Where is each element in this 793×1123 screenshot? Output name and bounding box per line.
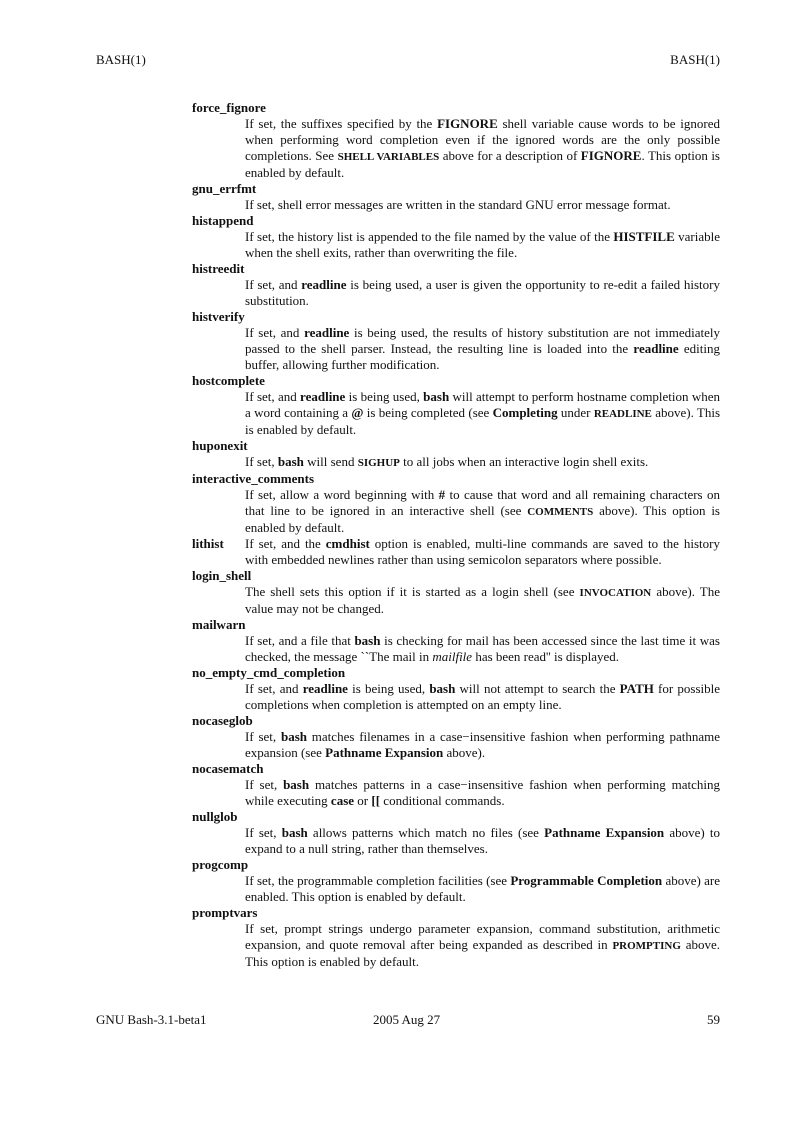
description-text: If set, prompt strings undergo parameter expansion, command substitution, arithmetic expansion, and quote removal after being expanded as described in (245, 921, 720, 952)
description-text: is being completed (see (363, 405, 493, 420)
option-description (245, 921, 720, 970)
option-name: hostcomplete (192, 373, 265, 388)
option-name: histverify (192, 309, 245, 324)
description-text: READLINE (593, 408, 652, 420)
option-list (192, 100, 720, 970)
header-left: BASH(1) (96, 52, 146, 67)
option-name: no_empty_cmd_completion (192, 665, 346, 680)
option-entry (192, 905, 720, 970)
description-text: FIGNORE (437, 116, 498, 131)
description-text: If set, the suffixes specified by the (245, 116, 438, 131)
description-text: bash (354, 633, 381, 648)
option-entry (192, 857, 720, 905)
description-text: FIGNORE (580, 148, 642, 163)
description-text: If set, allow a word beginning with (245, 487, 439, 502)
option-description (245, 729, 720, 761)
description-text: bash (429, 681, 456, 696)
description-text: case (330, 793, 355, 808)
option-name: nocaseglob (192, 713, 253, 728)
option-name: mailwarn (192, 617, 246, 632)
description-text: Pathname Expansion (325, 745, 444, 760)
description-text: If set, (245, 777, 284, 792)
option-description (245, 681, 720, 713)
description-text: will send (303, 454, 358, 469)
option-name: progcomp (192, 857, 249, 872)
option-entry (192, 665, 720, 713)
option-name: lithist (192, 536, 224, 551)
page-number: 59 (707, 1012, 720, 1027)
option-description (245, 633, 720, 665)
option-entry (192, 261, 720, 309)
option-entry (192, 568, 720, 617)
header-right: BASH(1) (670, 52, 720, 67)
description-text: readline (302, 681, 348, 696)
option-description (245, 454, 720, 471)
option-entry (192, 181, 720, 213)
option-description (245, 825, 720, 857)
footer-date: 2005 Aug 27 (373, 1012, 441, 1027)
option-description (245, 277, 720, 309)
option-entry (192, 213, 720, 261)
description-text: If set, and (245, 325, 305, 340)
description-text: above for a description of (439, 148, 581, 163)
option-entry (192, 617, 720, 665)
description-text: INVOCATION (579, 587, 652, 599)
option-name: histreedit (192, 261, 245, 276)
description-text: editing buffer, allowing further modification. (245, 341, 720, 372)
description-text: has been read'' is displayed. (472, 649, 619, 664)
description-text: above). The value may not be changed. (245, 584, 720, 616)
description-text: readline (304, 325, 350, 340)
description-text: If set, the programmable completion facilities (see (245, 873, 511, 888)
option-entry (192, 809, 720, 857)
description-text: If set, and (245, 277, 302, 292)
description-text: will attempt to perform hostname completion when a word containing a (245, 389, 720, 420)
description-text: above) are enabled. This option is enabled by default. (245, 873, 720, 904)
description-text: Completing (492, 405, 558, 420)
description-text: variable when the shell exits, rather than overwriting the file. (245, 229, 720, 260)
option-description (245, 116, 720, 181)
description-text: bash (280, 729, 307, 744)
option-name: nocasematch (192, 761, 264, 776)
description-text: is being used, the results of history substitution are not immediately passed to the shell parser. Instead, the resulting line is loaded into the (245, 325, 720, 356)
description-text: is being used, (345, 389, 424, 404)
description-text: PATH (619, 681, 654, 696)
description-text: conditional commands. (380, 793, 505, 808)
description-text: readline (633, 341, 679, 356)
description-text: will not attempt to search the (455, 681, 620, 696)
option-name: huponexit (192, 438, 248, 453)
option-entry (192, 761, 720, 809)
description-text: or (354, 793, 372, 808)
description-text: readline (301, 277, 347, 292)
description-text: If set, shell error messages are written in the standard GNU error message format. (245, 197, 671, 212)
description-text: shell variable cause words to be ignored when performing word completion even if the ignored words are the only possible completions. See (245, 116, 720, 163)
option-description (245, 229, 720, 261)
description-text: If set, and (245, 389, 301, 404)
option-description (245, 325, 720, 373)
description-text: If set, and a file that (245, 633, 355, 648)
page-header (96, 52, 720, 68)
description-text: above) to expand to a null string, rather than themselves. (245, 825, 721, 856)
description-text: mailfile (432, 649, 473, 664)
option-entry (192, 536, 720, 568)
option-description (245, 777, 720, 809)
option-description (245, 487, 720, 536)
option-description (245, 873, 720, 905)
description-text: bash (283, 777, 310, 792)
description-text: Pathname Expansion (544, 825, 665, 840)
option-entry (192, 471, 720, 536)
description-text: If set, (245, 729, 281, 744)
option-description (245, 389, 720, 438)
description-text: [[ (371, 793, 381, 808)
description-text: bash (277, 454, 304, 469)
option-entry (192, 438, 720, 471)
description-text: bash (281, 825, 308, 840)
description-text: If set, the history list is appended to the file named by the value of the (245, 229, 614, 244)
description-text: under (557, 405, 594, 420)
page-footer (96, 1012, 720, 1028)
description-text: to cause that word and all remaining characters on that line to be ignored in an interactive shell (see (245, 487, 720, 518)
option-entry (192, 713, 720, 761)
description-text: If set, and the (245, 536, 326, 551)
description-text: option is enabled, multi-line commands are saved to the history with embedded newlines rather than using semicolon separators where possible. (245, 536, 720, 567)
description-text: bash (423, 389, 450, 404)
description-text: is checking for mail has been accessed since the last time it was checked, the message ``The mail in (245, 633, 720, 664)
footer-left: GNU Bash-3.1-beta1 (96, 1012, 207, 1027)
option-name: promptvars (192, 905, 258, 920)
description-text: matches patterns in a case−insensitive fashion when performing matching while executing (245, 777, 720, 808)
description-text: HISTFILE (613, 229, 675, 244)
option-name: force_fignore (192, 100, 266, 115)
description-text: If set, (245, 825, 282, 840)
option-entry (192, 100, 720, 181)
description-text: is being used, (347, 681, 430, 696)
description-text: # (438, 487, 446, 502)
description-text: If set, (245, 454, 278, 469)
description-text: matches filenames in a case−insensitive fashion when performing pathname expansion (see (245, 729, 720, 760)
option-name: nullglob (192, 809, 238, 824)
option-description (245, 197, 720, 213)
description-text: for possible completions when completion is attempted on an empty line. (245, 681, 720, 712)
option-entry (192, 309, 720, 373)
option-name: histappend (192, 213, 254, 228)
option-name: login_shell (192, 568, 252, 583)
option-entry (192, 373, 720, 438)
description-text: PROMPTING (612, 940, 681, 952)
option-description (245, 584, 720, 617)
option-name: interactive_comments (192, 471, 315, 486)
description-text: is being used, a user is given the opportunity to re-edit a failed history substitution. (245, 277, 720, 308)
description-text: to all jobs when an interactive login shell exits. (399, 454, 649, 469)
option-description (245, 536, 720, 568)
description-text: cmdhist (325, 536, 370, 551)
description-text: above. This option is enabled by default. (245, 937, 720, 969)
description-text: SHELL VARIABLES (337, 151, 440, 163)
description-text: above). (443, 745, 486, 760)
description-text: The shell sets this option if it is started as a login shell (see (245, 584, 580, 599)
description-text: COMMENTS (527, 506, 594, 518)
description-text: Programmable Completion (510, 873, 663, 888)
description-text: @ (351, 405, 364, 420)
description-text: readline (300, 389, 346, 404)
description-text: allows patterns which match no files (see (307, 825, 545, 840)
description-text: If set, and (245, 681, 303, 696)
option-name: gnu_errfmt (192, 181, 257, 196)
description-text: above). This option is enabled by default. (245, 503, 720, 535)
description-text: . This option is enabled by default. (245, 148, 720, 180)
description-text: SIGHUP (357, 457, 400, 469)
description-text: above). This is enabled by default. (245, 405, 721, 437)
